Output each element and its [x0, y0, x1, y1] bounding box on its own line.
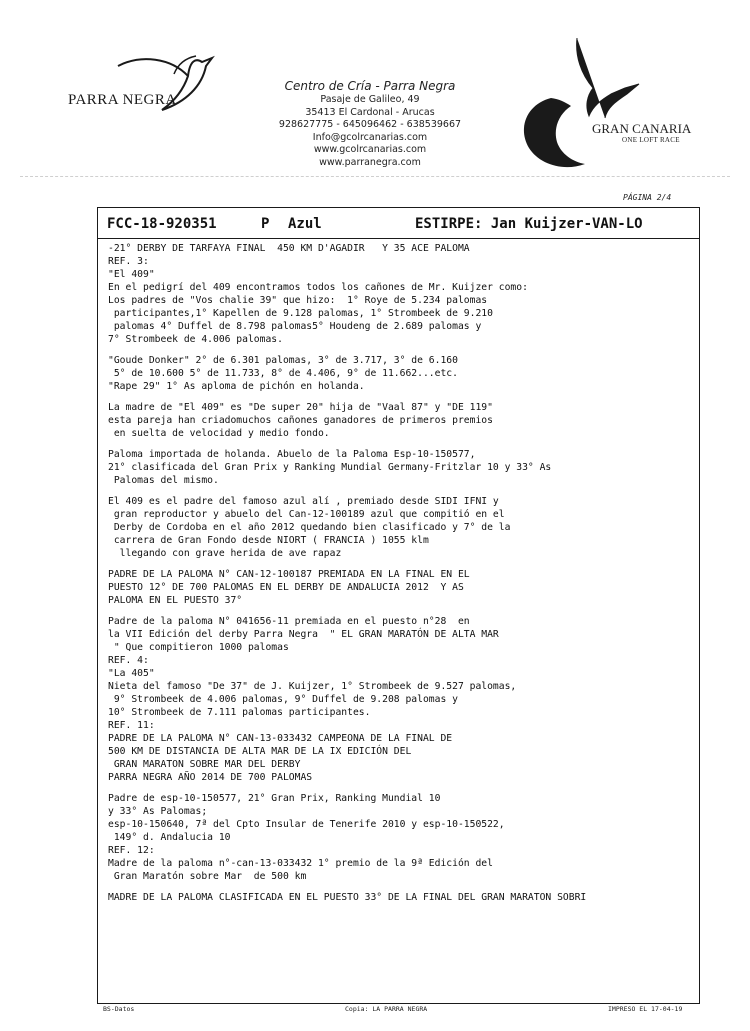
text-line: PADRE DE LA PALOMA N° CAN-13-033432 CAMPEONA DE LA FINAL DE [108, 733, 453, 744]
letterhead [0, 0, 750, 175]
center-address: Pasaje de Galileo, 49 [320, 94, 420, 105]
text-line: PUESTO 12° DE 700 PALOMAS EN EL DERBY DE ANDALUCIA 2012 Y AS [108, 582, 464, 593]
text-line: PARRA NEGRA AÑO 2014 DE 700 PALOMAS [108, 772, 313, 783]
text-line: palomas 4° Duffel de 8.798 palomas5° Houdeng de 2.689 palomas y [108, 321, 482, 332]
text-line: Los padres de "Vos chalie 39" que hizo: 1° Roye de 5.234 palomas [108, 295, 488, 306]
text-line: Derby de Cordoba en el año 2012 quedando bien clasificado y 7° de la [108, 522, 511, 533]
text-line: "Goude Donker" 2° de 6.301 palomas, 3° de 3.717, 3° de 6.160 [108, 355, 458, 366]
gran-canaria-logo [515, 36, 692, 176]
ring-number: FCC-18-920351 [107, 216, 217, 232]
text-line: Paloma importada de holanda. Abuelo de la Paloma Esp-10-150577, [108, 449, 476, 460]
blank-line [108, 784, 703, 792]
gran-canaria-logo-subtitle: ONE LOFT RACE [622, 136, 680, 144]
text-line: "Rape 29" 1° As aploma de pichón en holanda. [108, 381, 365, 392]
text-line: REF. 11: [108, 720, 155, 731]
center-name: Centro de Cría - Parra Negra [284, 79, 456, 93]
center-web-1: www.gcolrcanarias.com [313, 144, 427, 155]
text-line: -21° DERBY DE TARFAYA FINAL 450 KM D'AGADIR Y 35 ACE PALOMA [108, 243, 470, 254]
estirpe: ESTIRPE: Jan Kuijzer-VAN-LO [415, 216, 643, 232]
contact-block [270, 78, 470, 169]
page-number: PÁGINA 2/4 [623, 193, 672, 202]
text-line: GRAN MARATON SOBRE MAR DEL DERBY [108, 759, 301, 770]
footer-left: BS-Datos [103, 1005, 135, 1013]
text-line: 149° d. Andalucia 10 [108, 832, 231, 843]
blank-line [108, 393, 703, 401]
text-line: 21° clasificada del Gran Prix y Ranking Mundial Germany-Fritzlar 10 y 33° As [108, 462, 552, 473]
text-line: 9° Strombeek de 4.006 palomas, 9° Duffel de 9.208 palomas y [108, 694, 458, 705]
gran-canaria-logo-text: GRAN CANARIA [592, 121, 692, 136]
text-line: "La 405" [108, 668, 155, 679]
center-email: Info@gcolrcanarias.com [312, 131, 428, 143]
blank-line [108, 607, 703, 615]
text-line: carrera de Gran Fondo desde NIORT ( FRANCIA ) 1055 klm [108, 535, 429, 546]
text-line: MADRE DE LA PALOMA CLASIFICADA EN EL PUESTO 33° DE LA FINAL DEL GRAN MARATON SOBRI [108, 892, 587, 903]
text-line: y 33° As Palomas; [108, 806, 208, 817]
sex-code: P [261, 216, 270, 232]
text-line: Padre de esp-10-150577, 21° Gran Prix, Ranking Mundial 10 [108, 793, 441, 804]
header-divider [20, 176, 730, 177]
text-line: 7° Strombeek de 4.006 palomas. [108, 334, 283, 345]
text-line: Padre de la paloma N° 041656-11 premiada en el puesto n°28 en [108, 616, 470, 627]
footer-right: IMPRESO EL 17-04-19 [608, 1005, 683, 1013]
text-line: En el pedigrí del 409 encontramos todos los cañones de Mr. Kuijzer como: [108, 282, 528, 293]
text-line: " Que compitieron 1000 palomas [108, 642, 289, 653]
text-line: PADRE DE LA PALOMA N° CAN-12-100187 PREMIADA EN LA FINAL EN EL [108, 569, 470, 580]
text-line: Madre de la paloma n°-can-13-033432 1° premio de la 9ª Edición del [108, 858, 493, 869]
color: Azul [288, 216, 322, 232]
text-line: "El 409" [108, 269, 155, 280]
blank-line [108, 560, 703, 568]
text-line: esta pareja han criadomuchos cañones ganadores de primeros premios [108, 415, 493, 426]
text-line: 10° Strombeek de 7.111 palomas participantes. [108, 707, 371, 718]
text-line: REF. 4: [108, 655, 149, 666]
footer-center: Copia: LA PARRA NEGRA [345, 1005, 428, 1013]
text-line: El 409 es el padre del famoso azul alí , premiado desde SIDI IFNI y [108, 496, 499, 507]
text-line: REF. 12: [108, 845, 155, 856]
center-web-2: www.parranegra.com [319, 156, 421, 168]
pedigree-record [97, 207, 700, 1004]
center-phones: 928627775 - 645096462 - 638539667 [278, 119, 462, 130]
record-body [108, 242, 703, 904]
text-line: 500 KM DE DISTANCIA DE ALTA MAR DE LA IX EDICIÓN DEL [108, 746, 412, 757]
center-city: 35413 El Cardonal - Arucas [305, 106, 435, 118]
parra-negra-logo [66, 52, 216, 122]
text-line: PALOMA EN EL PUESTO 37° [108, 595, 243, 606]
text-line: REF. 3: [108, 256, 149, 267]
text-line: participantes,1° Kapellen de 9.128 palomas, 1° Strombeek de 9.210 [108, 308, 493, 319]
text-line: Palomas del mismo. [108, 475, 219, 486]
text-line: 5° de 10.600 5° de 11.733, 8° de 4.406, 9° de 11.662...etc. [108, 368, 458, 379]
blank-line [108, 487, 703, 495]
blank-line [108, 440, 703, 448]
record-title-bar [98, 208, 699, 239]
text-line: esp-10-150640, 7ª del Cpto Insular de Tenerife 2010 y esp-10-150522, [108, 819, 505, 830]
text-line: La madre de "El 409" es "De super 20" hija de "Vaal 87" y "DE 119" [108, 402, 493, 413]
text-line: gran reproductor y abuelo del Can-12-100189 azul que compitió en el [108, 509, 505, 520]
text-line: llegando con grave herida de ave rapaz [108, 548, 342, 559]
blank-line [108, 346, 703, 354]
text-line: Gran Maratón sobre Mar de 500 km [108, 871, 307, 882]
text-line: en suelta de velocidad y medio fondo. [108, 428, 330, 439]
text-line: la VII Edición del derby Parra Negra " EL GRAN MARATÓN DE ALTA MAR [108, 629, 499, 640]
gran-canaria-emblem-icon [515, 36, 685, 176]
blank-line [108, 883, 703, 891]
text-line: Nieta del famoso "De 37" de J. Kuijzer, 1° Strombeek de 9.527 palomas, [108, 681, 517, 692]
parra-negra-logo-text: PARRA NEGRA [68, 92, 177, 108]
